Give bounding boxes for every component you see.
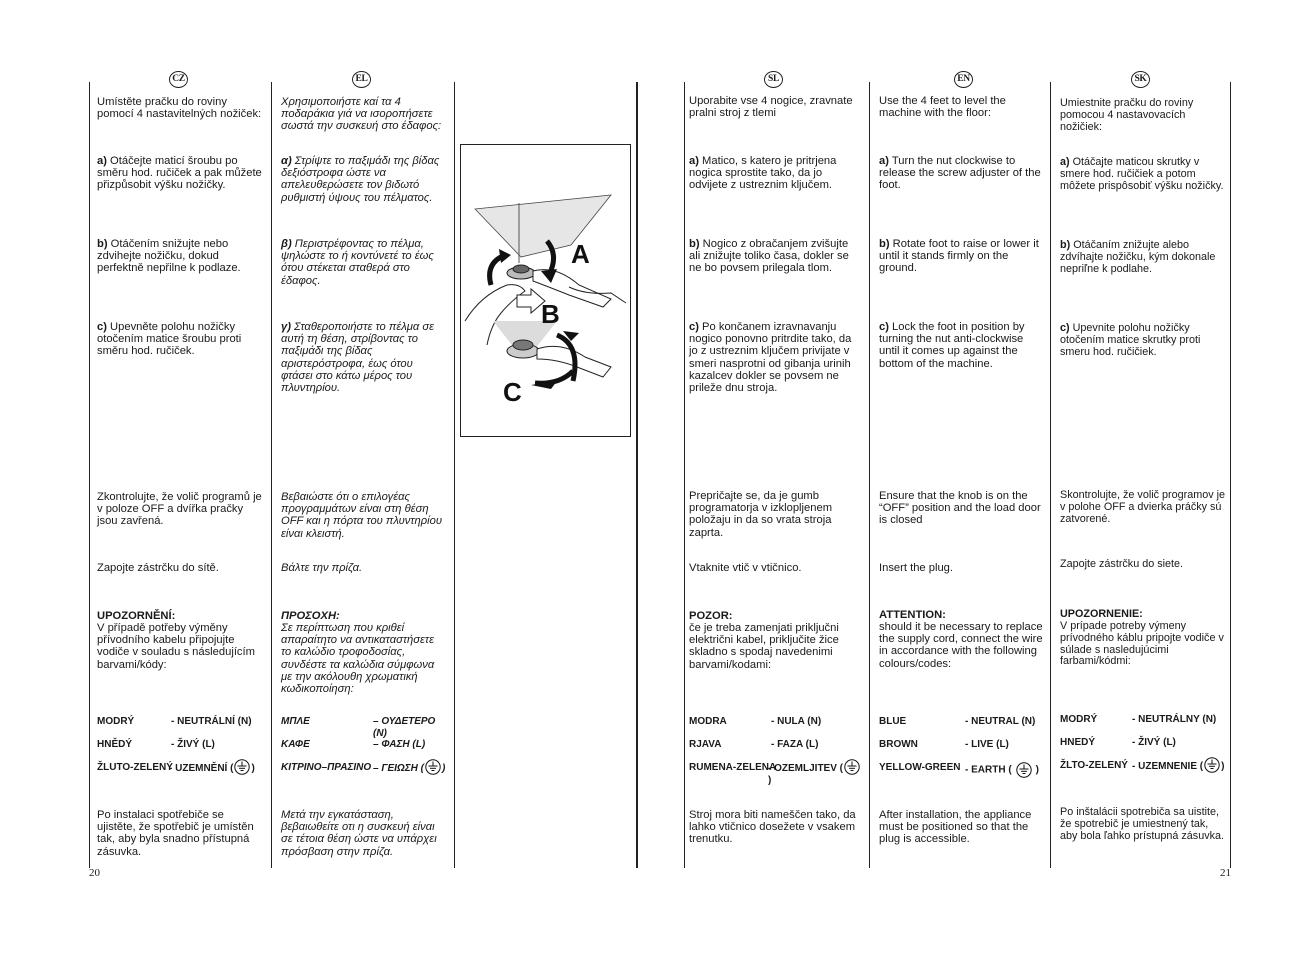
- step-a: [689, 155, 862, 192]
- step-key: c): [689, 321, 699, 333]
- wire-code: - EARTH (: [965, 764, 1012, 776]
- column-rule: [271, 82, 272, 868]
- step-key: α): [281, 155, 292, 167]
- wire-code: - OZEMLJITEV (: [768, 763, 843, 775]
- step-text: Upevněte polohu nožičky otočením matice šroubu proti směru hod. ručiček.: [97, 321, 242, 358]
- wire-code: - ŽIVÝ (L): [1132, 737, 1176, 748]
- gutter-rule: [636, 82, 638, 868]
- step-text: Rotate foot to raise or lower it until it stands firmly on the ground.: [879, 238, 1039, 275]
- wire-code: – ΓΕΙΩΣΗ (: [373, 763, 424, 775]
- step-text: Nogico z obračanjem zvišujte ali znižujte toliko časa, dokler se ne bo povsem prilegala tlom.: [689, 238, 849, 275]
- column-rule: [1050, 82, 1051, 868]
- step-text: Upevnite polohu nožičky otočením matice skrutky proti smeru hod. ručičiek.: [1060, 322, 1201, 358]
- language-badge-cz: CZ: [169, 71, 188, 88]
- ground-symbol-icon: [234, 759, 250, 775]
- wire-colour: BLUE: [879, 716, 907, 727]
- column-rule: [89, 82, 90, 868]
- language-badge-el: EL: [352, 71, 371, 88]
- step-key: γ): [281, 321, 291, 333]
- step-key: a): [97, 155, 107, 167]
- step-text: Lock the foot in position by turning the nut anti-clockwise until it comes up against the bottom of the machine.: [879, 321, 1025, 370]
- step-c: [97, 321, 264, 358]
- step-key: b): [97, 238, 108, 250]
- wire-colour: YELLOW-GREEN: [879, 762, 961, 773]
- column-cz: Umístěte pračku do roviny pomocí 4 nastavitelných nožiček: a) Otáčejte maticí šroubu po směru hod. ručiček a pak můžete přizpůsobit výšku nožičky. b) Otáčením snižujte nebo zdvihejte nožičku, dokud perfektně nepřilne k podlaze. c) Upevněte polohu nožičky otočením matice šroubu proti směru hod. ručiček. Zkontrolujte, že volič programů je v poloze OFF a dvířka pračky jsou zavřená. Zapojte zástrčku do sítě. UPOZORNĚNÍ: V případě potřeby výměny přívodního kabelu připojujte vodiče v souladu s následujícím barvami/kódy: MODRÝ - NEUTRÁLNÍ (N) HNĚDÝ - ŽIVÝ (L) ŽLUTO-ZELENÝ - UZEMNĚNÍ ( ) Po instalaci spotřebiče se ujistěte, že spotřebič je umístěn tak, aby byla snadno přístupná zásuvka.: [97, 82, 264, 867]
- step-key: a): [879, 155, 889, 167]
- warning-text: če je treba zamenjati priključni električni kabel, priključite žice skladno s spodaj navedenimi barvami/kodami:: [689, 622, 839, 671]
- illustration-drawing: [461, 145, 630, 436]
- warning-text: Σε περίπτωση που κριθεί απαραίτητο να αντικαταστήσετε το καλώδιο τροφοδοσίας, συνδέστε τα καλώδια σύμφωνα με την ακόλουθη χρωματική κωδικοποίηση:: [281, 622, 435, 696]
- intro-text: Umiestnite pračku do roviny pomocou 4 nastavovacích nožičiek:: [1060, 97, 1194, 133]
- wire-code: - UZEMNENIE (: [1132, 761, 1204, 773]
- step-text: Στρίψτε το παξιμάδι της βίδας δεξιόστροφα ώστε να απελευθερώσετε τον βιδωτό ρυθμιστή ύψους του πέλματος.: [281, 155, 440, 204]
- plug-text: Insert the plug.: [879, 562, 954, 574]
- wire-colour: RJAVA: [689, 739, 722, 750]
- page-number-left: 20: [89, 867, 100, 879]
- column-rule: [1230, 82, 1231, 868]
- step-text: Otáčením snižujte nebo zdvihejte nožičku, dokud perfektně nepřilne k podlaze.: [97, 238, 241, 275]
- figure-label-c: C: [503, 377, 522, 407]
- step-key: c): [879, 321, 889, 333]
- ground-symbol-icon: [425, 759, 441, 775]
- step-b: [689, 238, 862, 275]
- intro-text: Uporabite vse 4 nogice, zravnate pralni stroj z tlemi: [689, 95, 853, 120]
- wire-code: – ΟΥΔΕΤΕΡΟ (N): [373, 716, 436, 739]
- step-text: Otáčejte maticí šroubu po směru hod. ručiček a pak můžete přizpůsobit výšku nožičky.: [97, 155, 262, 192]
- plug-text: Βάλτε την πρίζα.: [281, 562, 363, 574]
- wire-colour: MODRA: [689, 716, 727, 727]
- wire-colour: BROWN: [879, 739, 918, 750]
- ground-symbol-icon: [1016, 762, 1032, 778]
- wire-colour: RUMENA-ZELENA: [689, 762, 777, 773]
- page-number-right: 21: [1220, 867, 1231, 879]
- intro-text: Use the 4 feet to level the machine with the floor:: [879, 95, 1006, 120]
- wire-colour: ΜΠΛΕ: [281, 716, 310, 727]
- step-a: [879, 155, 1043, 192]
- step-key: b): [879, 238, 890, 250]
- step-key: a): [689, 155, 699, 167]
- intro-text: Χρησιμοποιήστε καί τα 4 ποδαράκια γιά να ισοροπήσετε σωστά την συσκευή στο έδαφος:: [281, 96, 442, 133]
- step-key: c): [1060, 322, 1070, 334]
- foot-adjustment-illustration: [460, 144, 631, 437]
- warning-text: should it be necessary to replace the supply cord, connect the wire in accordance with the following colours/codes:: [879, 621, 1043, 670]
- intro-text: Umístěte pračku do roviny pomocí 4 nastavitelných nožiček:: [97, 96, 262, 121]
- final-text: Μετά την εγκατάσταση, βεβαιωθείτε οτι η συσκευή είναι σε τέτοια θέση ώστε να υπάρχει πρόσβαση στην πρίζα.: [281, 809, 437, 858]
- figure-label-a: A: [571, 239, 590, 269]
- step-a: [97, 155, 264, 192]
- column-rule: [684, 82, 685, 868]
- wire-colour: MODRÝ: [97, 716, 135, 727]
- warning-text: V případě potřeby výměny přívodního kabelu připojujte vodiče v souladu s následujícím barvami/kódy:: [97, 622, 255, 671]
- column-en: Use the 4 feet to level the machine with the floor: a) Turn the nut clockwise to release the screw adjuster of the foot. b) Rotate foot to raise or lower it until it stands firmly on the ground. c) Lock the foot in position by turning the nut anti-clockwise until it comes up against the bottom of the machine. Ensure that the knob is on the “OFF” position and the load door is closed Insert the plug. ATTENTION: should it be necessary to replace the supply cord, connect the wire in accordance with the following colours/codes: BLUE - NEUTRAL (N) BROWN - LIVE (L) YELLOW-GREEN - EARTH ( ) After installation, the appliance must be positioned so that the plug is accessible.: [879, 95, 1043, 846]
- check-text: Ensure that the knob is on the “OFF” position and the load door is closed: [879, 490, 1041, 527]
- step-key: b): [689, 238, 700, 250]
- ground-symbol-icon: [1204, 757, 1220, 773]
- step-c: [879, 321, 1043, 370]
- plug-text: Zapojte zástrčku do siete.: [1060, 558, 1184, 570]
- warning-text: V prípade potreby výmeny prívodného káblu pripojte vodiče v súlade s nasledujúcimi farbami/kódmi:: [1060, 620, 1224, 668]
- wire-colour: HNĚDÝ: [97, 739, 133, 750]
- wire-code: - NEUTRÁLNY (N): [1132, 714, 1217, 725]
- step-c: [281, 321, 447, 394]
- step-b: [281, 238, 447, 287]
- wire-code: - ŽIVÝ (L): [171, 739, 215, 750]
- step-key: b): [1060, 239, 1071, 251]
- wire-code: - NEUTRÁLNÍ (N): [171, 716, 252, 727]
- warning-title: POZOR:: [689, 610, 733, 622]
- step-a: [281, 155, 447, 204]
- step-text: Περιστρέφοντας το πέλμα, ψηλώστε το ή κοντύνετέ το έως ότου στέκεται σταθερά στο έδαφος.: [281, 238, 434, 287]
- wire-code: - NULA (N): [771, 716, 822, 727]
- column-rule: [869, 82, 870, 868]
- step-key: β): [281, 238, 292, 250]
- final-text: Po inštalácii spotrebiča sa uistite, že spotrebič je umiestnený tak, aby bola ľahko prístupná zásuvka.: [1060, 806, 1225, 842]
- step-c: [1060, 323, 1226, 358]
- step-text: Otáčaním znižujte alebo zdvíhajte nožičku, kým dokonale nepriľne k podlahe.: [1060, 239, 1216, 275]
- language-badge-sl: SL: [764, 71, 783, 88]
- warning-title: UPOZORNĚNÍ:: [97, 610, 176, 622]
- ground-symbol-icon: [844, 759, 860, 775]
- column-rule: [454, 82, 455, 868]
- column-sk: Umiestnite pračku do roviny pomocou 4 nastavovacích nožičiek: a) Otáčajte maticou skrutky v smere hod. ručičiek a potom môžete prispôsobiť výšku nožičky. b) Otáčaním znižujte alebo zdvíhajte nožičku, kým dokonale nepriľne k podlahe. c) Upevnite polohu nožičky otočením matice skrutky proti smeru hod. ručičiek. Skontrolujte, že volič programov je v polohe OFF a dvierka práčky sú zatvorené. Zapojte zástrčku do siete. UPOZORNENIE: V prípade potreby výmeny prívodného káblu pripojte vodiče v súlade s nasledujúcimi farbami/kódmi: MODRÝ - NEUTRÁLNY (N) HNEDÝ - ŽIVÝ (L) ŽLTO-ZELENÝ - UZEMNENIE ( ) Po inštalácii spotrebiča sa uistite, že spotrebič je umiestnený tak, aby bola ľahko prístupná zásuvka.: [1060, 97, 1226, 842]
- figure-label-b: B: [541, 299, 560, 329]
- final-text: Po instalaci spotřebiče se ujistěte, že spotřebič je umístěn tak, aby byla snadno přístupná zásuvka.: [97, 809, 254, 858]
- check-text: Skontrolujte, že volič programov je v polohe OFF a dvierka práčky sú zatvorené.: [1060, 489, 1226, 525]
- wire-colour: ΚΙΤΡΙΝΟ–ΠΡΑΣΙΝΟ: [281, 762, 372, 773]
- step-a: [1060, 157, 1226, 192]
- step-text: Otáčajte maticou skrutky v smere hod. ručičiek a potom môžete prispôsobiť výšku nožičky.: [1060, 156, 1224, 192]
- final-text: After installation, the appliance must be positioned so that the plug is accessible.: [879, 809, 1032, 846]
- column-sl: Uporabite vse 4 nogice, zravnate pralni stroj z tlemi a) Matico, s katero je pritrjena nogica sprostite tako, da jo odvijete z ustreznim ključem. b) Nogico z obračanjem zvišujte ali znižujte toliko časa, dokler se ne bo povsem prilegala tlom. c) Po končanem izravnavanju nogico ponovno pritrdite tako, da jo z ustreznim ključem privijate v smeri nasprotni od gibanja urinih kazalcev dokler se povsem ne prileže dnu stroja. Prepričajte se, da je gumb programatorja v izklopljenem položaju in da so vrata stroja zaprta. Vtaknite vtič v vtičnico. POZOR: če je treba zamenjati priključni električni kabel, priključite žice skladno s spodaj navedenimi barvami/kodami: MODRA - NULA (N) RJAVA - FAZA (L) RUMENA-ZELENA - OZEMLJITEV () Stroj mora biti nameščen tako, da lahko vtičnico dosežete v vsakem trenutku.: [689, 82, 862, 867]
- step-text: Turn the nut clockwise to release the screw adjuster of the foot.: [879, 155, 1041, 192]
- step-text: Po končanem izravnavanju nogico ponovno pritrdite tako, da jo z ustreznim ključem privijate v smeri nasprotni od gibanja urinih kazalcev dokler se povsem ne prileže dnu stroja.: [689, 321, 852, 395]
- step-key: a): [1060, 156, 1070, 168]
- step-b: [1060, 240, 1226, 275]
- wire-colour: ŽLTO-ZELENÝ: [1060, 760, 1128, 771]
- wire-code: - FAZA (L): [771, 739, 819, 750]
- wire-code: - NEUTRAL (N): [965, 716, 1036, 727]
- step-b: [97, 238, 264, 275]
- final-text: Stroj mora biti nameščen tako, da lahko vtičnico dosežete v vsakem trenutku.: [689, 809, 856, 846]
- wire-code: – ΦΑΣΗ (L): [373, 739, 426, 750]
- step-text: Σταθεροποιήστε το πέλμα σε αυτή τη θέση, στρίβοντας το παξιμάδι της βίδας αριστερόστροφα, έως ότου φτάσει στο κάτω μέρος του πλυντηρίου.: [281, 321, 435, 395]
- plug-text: Vtaknite vtič v vtičnico.: [689, 562, 802, 574]
- check-text: Zkontrolujte, že volič programů je v poloze OFF a dvířka pračky jsou zavřená.: [97, 491, 262, 528]
- check-text: Prepričajte se, da je gumb programatorja v izklopljenem položaju in da so vrata stroja zaprta.: [689, 490, 833, 539]
- step-key: c): [97, 321, 107, 333]
- warning-title: UPOZORNENIE:: [1060, 608, 1143, 620]
- wire-code: - LIVE (L): [965, 739, 1009, 750]
- wire-code: - UZEMNĚNÍ (: [169, 763, 234, 775]
- language-badge-en: EN: [954, 71, 973, 88]
- step-text: Matico, s katero je pritrjena nogica sprostite tako, da jo odvijete z ustreznim ključem.: [689, 155, 837, 192]
- warning-title: ATTENTION:: [879, 609, 946, 621]
- plug-text: Zapojte zástrčku do sítě.: [97, 562, 219, 574]
- check-text: Βεβαιώστε ότι ο επιλογέας προγραμμάτων είναι στη θέση OFF και η πόρτα του πλυντηρίου είναι κλειστή.: [281, 491, 442, 540]
- step-c: [689, 321, 862, 394]
- wire-colour: ŽLUTO-ZELENÝ: [97, 762, 173, 773]
- step-b: [879, 238, 1043, 275]
- column-el: Χρησιμοποιήστε καί τα 4 ποδαράκια γιά να ισοροπήσετε σωστά την συσκευή στο έδαφος: α) Στρίψτε το παξιμάδι της βίδας δεξιόστροφα ώστε να απελευθερώσετε τον βιδωτό ρυθμιστή ύψους του πέλματος. β) Περιστρέφοντας το πέλμα, ψηλώστε το ή κοντύνετέ το έως ότου στέκεται σταθερά στο έδαφος. γ) Σταθεροποιήστε το πέλμα σε αυτή τη θέση, στρίβοντας το παξιμάδι της βίδας αριστερόστροφα, έως ότου φτάσει στο κάτω μέρος του πλυντηρίου. Βεβαιώστε ότι ο επιλογέας προγραμμάτων είναι στη θέση OFF και η πόρτα του πλυντηρίου είναι κλειστή. Βάλτε την πρίζα. ΠΡΟΣΟΧΗ: Σε περίπτωση που κριθεί απαραίτητο να αντικαταστήσετε το καλώδιο τροφοδοσίας, συνδέστε τα καλώδια σύμφωνα με την ακόλουθη χρωματική κωδικοποίηση: ΜΠΛΕ – ΟΥΔΕΤΕΡΟ (N) ΚΑΦΕ – ΦΑΣΗ (L) ΚΙΤΡΙΝΟ–ΠΡΑΣΙΝΟ – ΓΕΙΩΣΗ ( ) Μετά την εγκατάσταση, βεβαιωθείτε οτι η συσκευή είναι σε τέτοια θέση ώστε να υπάρχει πρόσβαση στην πρίζα.: [281, 96, 446, 858]
- warning-title: ΠΡΟΣΟΧΗ:: [281, 610, 340, 622]
- language-badge-sk: SK: [1131, 71, 1150, 88]
- wire-colour: ΚΑΦΕ: [281, 739, 310, 750]
- wire-colour: HNEDÝ: [1060, 737, 1096, 748]
- wire-colour: MODRÝ: [1060, 714, 1098, 725]
